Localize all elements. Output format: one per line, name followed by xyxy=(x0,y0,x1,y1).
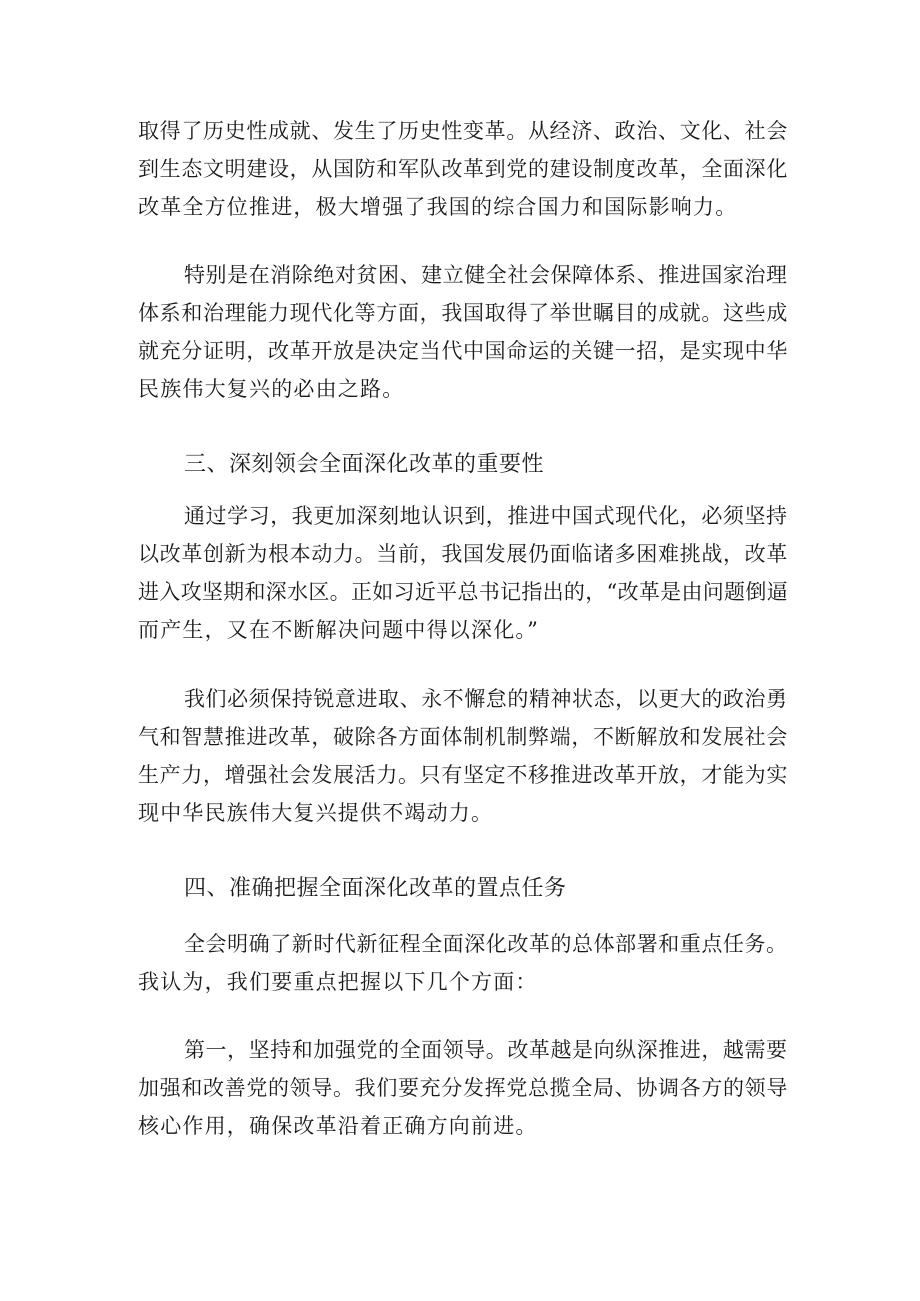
text-line: 取得了历史性成就、发生了历史性变革。从经济、政治、文化、社会 xyxy=(138,119,788,143)
text-line: 改革全方位推进，极大增强了我国的综合国力和国际影响力。 xyxy=(138,195,738,219)
text-line: 到生态文明建设，从国防和军队改革到党的建设制度改革，全面深化 xyxy=(138,157,788,181)
text-line: 核心作用，确保改革沿着正确方向前进。 xyxy=(138,1114,538,1138)
text-line: 体系和治理能力现代化等方面，我国取得了举世瞩目的成就。这些成 xyxy=(138,301,788,325)
paragraph-first-point xyxy=(138,1031,788,1145)
text-line: 我认为，我们要重点把握以下几个方面： xyxy=(138,970,538,994)
text-line: 就充分证明，改革开放是决定当代中国命运的关键一招，是实现中华 xyxy=(138,339,788,363)
text-line: 加强和改善党的领导。我们要充分发挥党总揽全局、协调各方的领导 xyxy=(138,1076,788,1100)
paragraph-achievements xyxy=(138,112,788,226)
text-line: 通过学习，我更加深刻地认识到，推进中国式现代化，必须坚持 xyxy=(184,504,788,528)
text-line: 全会明确了新时代新征程全面深化改革的总体部署和重点任务。 xyxy=(184,932,788,956)
paragraph-study xyxy=(138,497,788,649)
text-line: 以改革创新为根本动力。当前，我国发展仍面临诸多困难挑战，改革 xyxy=(138,542,788,566)
paragraph-spirit xyxy=(138,680,788,832)
section-heading-4: 四、准确把握全面深化改革的置点任务 xyxy=(184,876,567,901)
text-line: 生产力，增强社会发展活力。只有坚定不移推进改革开放，才能为实 xyxy=(138,763,788,787)
section-heading-3: 三、深刻领会全面深化改革的重要性 xyxy=(184,452,545,477)
text-line: 气和智慧推进改革，破除各方面体制机制弊端，不断解放和发展社会 xyxy=(138,725,788,749)
text-line: 而产生，又在不断解决问题中得以深化。” xyxy=(138,618,540,642)
text-line: 现中华民族伟大复兴提供不竭动力。 xyxy=(138,801,494,825)
text-line: 民族伟大复兴的必由之路。 xyxy=(138,377,405,401)
text-line: 第一，坚持和加强党的全面领导。改革越是向纵深推进，越需要 xyxy=(184,1038,788,1062)
paragraph-plenum xyxy=(138,925,788,1001)
text-line: 进入攻坚期和深水区。正如习近平总书记指出的，“改革是由问题倒逼 xyxy=(138,580,788,604)
paragraph-poverty xyxy=(138,256,788,408)
text-line: 我们必须保持锐意进取、永不懈怠的精神状态，以更大的政治勇 xyxy=(184,687,788,711)
text-line: 特别是在消除绝对贫困、建立健全社会保障体系、推进国家治理 xyxy=(184,263,788,287)
